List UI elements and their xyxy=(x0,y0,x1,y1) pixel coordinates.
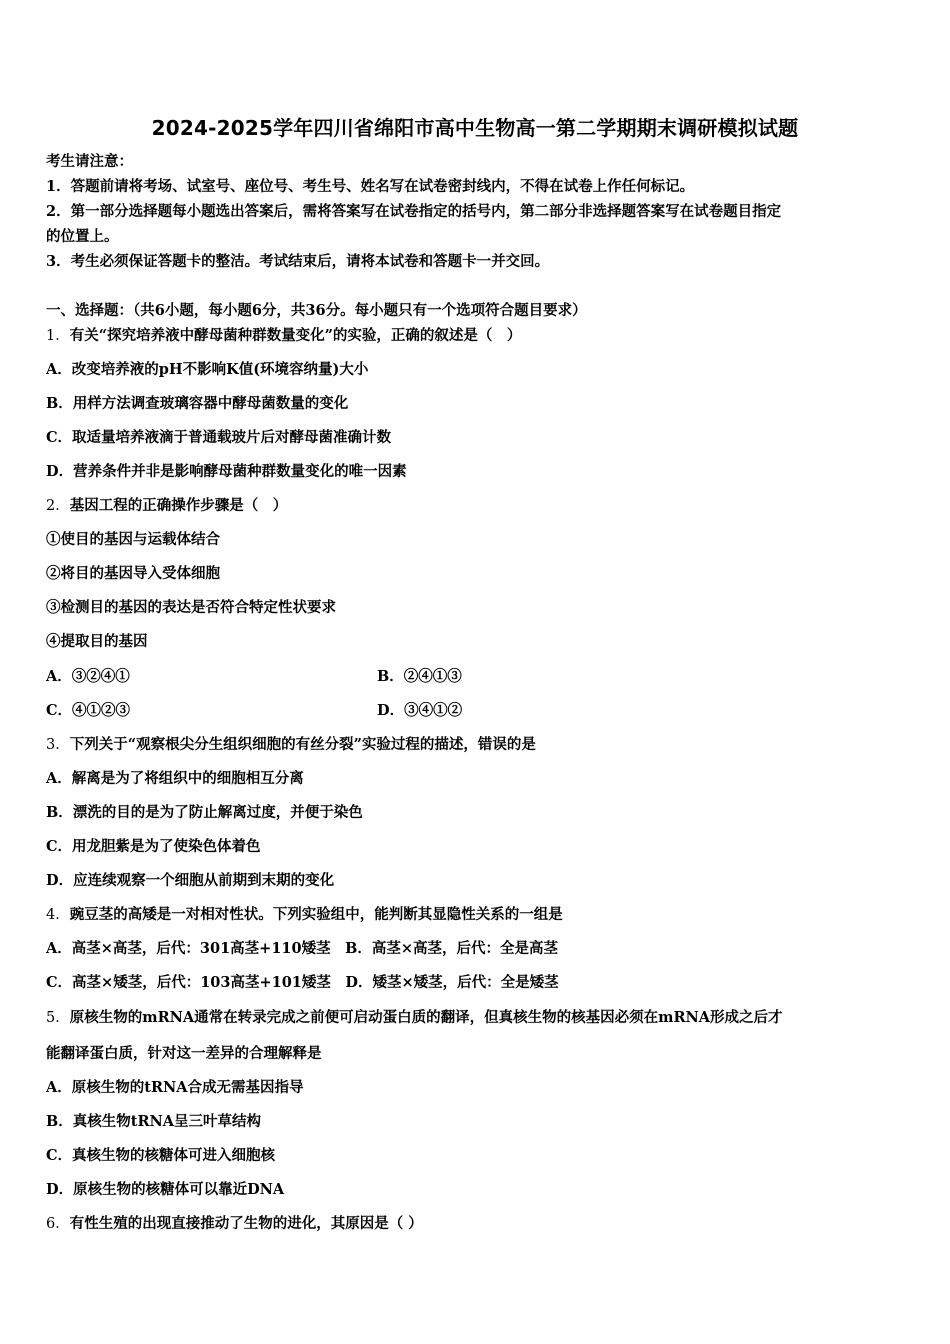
question-number: 5． xyxy=(46,1010,70,1026)
notice-item-3: 3．考生必须保证答题卡的整洁。考试结束后，请将本试卷和答题卡一并交回。 xyxy=(46,253,550,270)
section-heading: 一、选择题：（共6小题，每小题6分，共36分。每小题只有一个选项符合题目要求） xyxy=(46,302,587,319)
q1-option-b: B．用样方法调查玻璃容器中酵母菌数量的变化 xyxy=(46,395,349,412)
page-title: 2024-2025学年四川省绵阳市高中生物高一第二学期期末调研模拟试题 xyxy=(151,116,799,140)
question-number: 4． xyxy=(46,907,70,923)
q5-option-a: A．原核生物的tRNA合成无需基因指导 xyxy=(46,1079,304,1096)
q3-option-d: D．应连续观察一个细胞从前期到末期的变化 xyxy=(46,872,335,889)
q2-step-4: ④提取目的基因 xyxy=(46,633,148,650)
question-stem: 豌豆茎的高矮是一对相对性状。下列实验组中，能判断其显隐性关系的一组是 xyxy=(69,906,563,923)
question-number: 6． xyxy=(46,1216,70,1232)
q2-step-3: ③检测目的基因的表达是否符合特定性状要求 xyxy=(46,599,336,616)
q1-option-d: D．营养条件并非是影响酵母菌种群数量变化的唯一因素 xyxy=(46,463,407,480)
question-stem: 有关“探究培养液中酵母菌种群数量变化”的实验，正确的叙述是（ ） xyxy=(69,327,522,344)
question-5-continued: 能翻译蛋白质，针对这一差异的合理解释是 xyxy=(46,1045,322,1062)
question-3 xyxy=(46,735,536,755)
question-stem: 基因工程的正确操作步骤是（ ） xyxy=(69,497,288,514)
question-5 xyxy=(46,1008,783,1028)
question-number: 1． xyxy=(46,328,70,344)
q2-option-d: D．③④①② xyxy=(377,702,463,719)
q1-option-a: A．改变培养液的pH不影响K值(环境容纳量)大小 xyxy=(46,361,369,378)
notice-item-2b: 的位置上。 xyxy=(46,228,119,245)
q2-option-a: A．③②④① xyxy=(46,668,130,685)
q5-option-d: D．原核生物的核糖体可以靠近DNA xyxy=(46,1181,285,1198)
q2-option-c: C．④①②③ xyxy=(46,702,131,719)
q2-step-2: ②将目的基因导入受体细胞 xyxy=(46,565,220,582)
notice-item-1: 1．答题前请将考场、试室号、座位号、考生号、姓名写在试卷密封线内，不得在试卷上作任何标记。 xyxy=(46,178,695,195)
q3-option-a: A．解离是为了将组织中的细胞相互分离 xyxy=(46,770,304,787)
q5-option-c: C．真核生物的核糖体可进入细胞核 xyxy=(46,1147,276,1164)
question-stem: 下列关于“观察根尖分生组织细胞的有丝分裂”实验过程的描述，错误的是 xyxy=(69,736,536,753)
question-stem: 有性生殖的出现直接推动了生物的进化，其原因是（ ） xyxy=(69,1215,423,1232)
question-1 xyxy=(46,326,521,346)
q3-option-b: B．漂洗的目的是为了防止解离过度，并便于染色 xyxy=(46,804,363,821)
question-number: 3． xyxy=(46,737,70,753)
q1-option-c: C．取适量培养液滴于普通载玻片后对酵母菌准确计数 xyxy=(46,429,392,446)
question-6 xyxy=(46,1214,423,1234)
q3-option-c: C．用龙胆紫是为了使染色体着色 xyxy=(46,838,261,855)
question-number: 2． xyxy=(46,498,70,514)
q4-options-cd: C．高茎×矮茎，后代：103高茎+101矮茎 D．矮茎×矮茎，后代：全是矮茎 xyxy=(46,974,559,991)
q2-step-1: ①使目的基因与运载体结合 xyxy=(46,531,220,548)
q4-options-ab: A．高茎×高茎，后代：301高茎+110矮茎 B．高茎×高茎，后代：全是高茎 xyxy=(46,940,558,957)
question-4 xyxy=(46,905,563,925)
notice-heading: 考生请注意： xyxy=(46,153,133,170)
q5-option-b: B．真核生物tRNA呈三叶草结构 xyxy=(46,1113,262,1130)
question-stem: 原核生物的mRNA通常在转录完成之前便可启动蛋白质的翻译，但真核生物的核基因必须在mRNA形成之后才 xyxy=(69,1009,783,1026)
notice-item-2a: 2．第一部分选择题每小题选出答案后，需将答案写在试卷指定的括号内，第二部分非选择题答案写在试卷题目指定 xyxy=(46,203,782,220)
q2-option-b: B．②④①③ xyxy=(377,668,462,685)
question-2 xyxy=(46,496,287,516)
